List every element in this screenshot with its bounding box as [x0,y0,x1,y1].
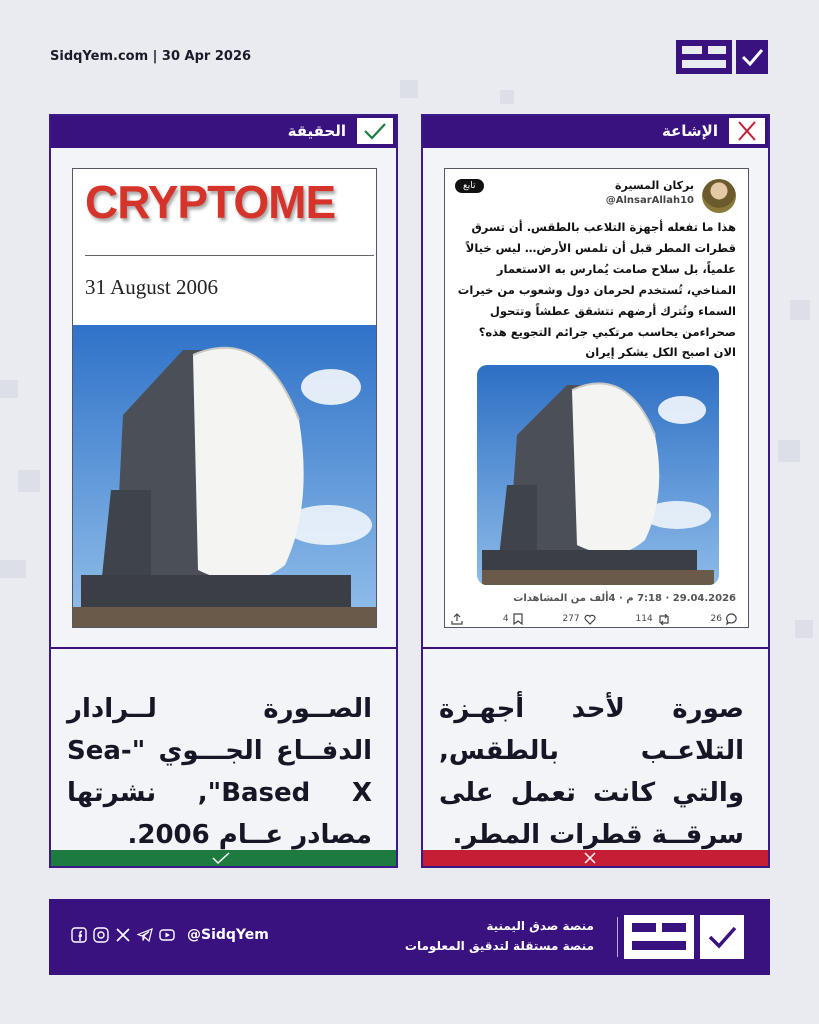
source-photo [73,325,376,627]
rumor-caption: صورة لأحد أجهـزة التلاعـب بالطقس, والتي كانت تعمل على سرقــة قطرات المطر. [439,694,744,850]
org-name: منصة صدق اليمنية [486,919,594,933]
rumor-label: الإشاعة [661,122,718,140]
source-screenshot [72,168,377,628]
reply-button[interactable] [711,611,738,627]
org-tagline: منصة مستقلة لتدقيق المعلومات [404,939,594,953]
cross-icon [728,117,766,145]
tweet-stats [451,611,738,627]
decor-block [400,80,418,98]
tweet-author-handle: @AlnsarAllah10 [605,195,694,206]
fact-label: الحقيقة [287,122,346,140]
like-button[interactable] [562,611,595,627]
heart-icon [584,614,596,625]
sidqyem-logo [624,915,744,959]
sidqyem-logo [676,38,768,76]
rumor-footer-bar [423,850,768,866]
instagram-icon[interactable] [93,927,109,943]
decor-block [0,560,26,578]
source-title: CRYPTOME [85,176,336,228]
cross-icon [583,851,597,865]
footer-bar [49,899,770,975]
decor-block [778,440,800,462]
bookmarks-count: 4 [502,614,509,624]
repost-button[interactable] [636,611,671,627]
telegram-icon[interactable] [137,927,153,943]
site-and-date: SidqYem.com | 30 Apr 2026 [50,49,252,64]
card-divider [423,647,768,649]
tweet-meta: 29.04.2026 · 7:18 م · 4ألف من المشاهدات [513,593,736,604]
decor-block [795,620,813,638]
tweet-screenshot [444,168,749,628]
tweet-text-line2: الان اصبح الكل يشكر إيران [585,345,736,359]
decor-block [790,300,810,320]
follow-button[interactable]: تابع [455,179,484,193]
fact-caption: الصــورة لــرادار الدفــاع الجـــوي "Sea-Based X", نشرتها مصادر عــام 2006. [67,694,372,850]
check-icon [211,851,231,865]
share-icon [451,613,463,625]
facebook-icon[interactable] [71,927,87,943]
check-icon [356,117,394,145]
reposts-count: 114 [635,614,653,624]
social-handle[interactable]: @SidqYem [187,927,269,943]
rumor-header [423,116,768,148]
tweet-photo [477,365,719,585]
fact-header [51,116,396,148]
youtube-icon[interactable] [159,927,175,943]
share-button[interactable] [451,611,463,627]
fact-card [49,114,398,868]
fact-footer-bar [51,850,396,866]
repost-icon [657,614,671,625]
bookmark-icon [513,613,523,625]
x-icon[interactable] [115,927,131,943]
replies-count: 26 [710,614,722,624]
avatar [702,179,736,213]
tweet-author-name: بركان المسيرة [614,179,694,192]
bookmark-button[interactable] [503,611,523,627]
social-links [71,927,269,943]
footer-separator [617,917,618,957]
card-divider [51,647,396,649]
decor-block [0,380,18,398]
reply-icon [726,613,738,625]
decor-block [500,90,514,104]
decor-block [18,470,40,492]
radar-photo-icon [73,325,376,627]
source-date: 31 August 2006 [85,275,219,299]
tweet-text: هذا ما تفعله أجهزة التلاعب بالطقس. أن تسرق قطرات المطر قبل أن تلمس الأرض… ليس خيالاً علمياً، بل سلاح صامت يُمارس به الاستعمار المناخي، تُستخدم لحرمان دول وشعوب من خيرات السماء وتُترك أرضهم تتشقق عطشاً وتتحول صحراءمن يحاسب مرتكبي جرائم التجويع هذه؟ [457,220,736,339]
rumor-card [421,114,770,868]
source-rule [85,255,374,256]
likes-count: 277 [562,614,580,624]
radar-photo-icon [477,365,719,585]
